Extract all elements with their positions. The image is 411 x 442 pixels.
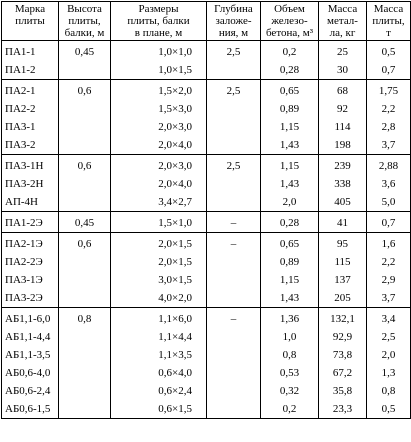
metal-mass-cell: 35,8 xyxy=(319,382,367,400)
plate-mass-cell: 2,5 xyxy=(367,328,411,346)
volume-cell: 0,89 xyxy=(261,100,319,118)
metal-mass-cell: 67,2 xyxy=(319,364,367,382)
plate-mass-cell: 5,0 xyxy=(367,193,411,212)
metal-mass-cell: 132,1 xyxy=(319,308,367,329)
height-cell: 0,6 xyxy=(59,155,111,176)
table-row xyxy=(2,328,411,346)
mark-cell: АБ1,1-4,4 xyxy=(2,328,59,346)
height-cell xyxy=(59,328,111,346)
height-cell xyxy=(59,346,111,364)
size-cell: 1,5×3,0 xyxy=(111,100,207,118)
volume-cell: 0,2 xyxy=(261,400,319,419)
table-row xyxy=(2,253,411,271)
height-cell xyxy=(59,400,111,419)
depth-cell xyxy=(207,136,261,155)
plate-mass-cell: 2,2 xyxy=(367,100,411,118)
plate-mass-cell: 3,7 xyxy=(367,289,411,308)
size-cell: 1,0×1,5 xyxy=(111,61,207,80)
plate-mass-cell: 2,8 xyxy=(367,118,411,136)
mark-cell: ПА2-1Э xyxy=(2,233,59,254)
volume-cell: 0,28 xyxy=(261,61,319,80)
plate-mass-cell: 1,3 xyxy=(367,364,411,382)
size-cell: 3,0×1,5 xyxy=(111,271,207,289)
volume-cell: 1,0 xyxy=(261,328,319,346)
depth-cell xyxy=(207,382,261,400)
table-row xyxy=(2,233,411,254)
depth-cell xyxy=(207,271,261,289)
mark-cell: ПА3-1Э xyxy=(2,271,59,289)
depth-cell xyxy=(207,400,261,419)
mark-cell: ПА2-2 xyxy=(2,100,59,118)
mark-cell: АБ0,6-4,0 xyxy=(2,364,59,382)
header-depth: Глубина заложе- ния, м xyxy=(207,2,261,41)
size-cell: 0,6×4,0 xyxy=(111,364,207,382)
table-row xyxy=(2,364,411,382)
volume-cell: 0,53 xyxy=(261,364,319,382)
volume-cell: 1,15 xyxy=(261,118,319,136)
mark-cell: АБ1,1-3,5 xyxy=(2,346,59,364)
depth-cell: – xyxy=(207,233,261,254)
header-mark: Марка плиты xyxy=(2,2,59,41)
size-cell: 1,0×1,0 xyxy=(111,41,207,62)
size-cell: 2,0×1,5 xyxy=(111,253,207,271)
table-row xyxy=(2,346,411,364)
height-cell: 0,45 xyxy=(59,41,111,62)
size-cell: 1,5×2,0 xyxy=(111,80,207,101)
depth-cell xyxy=(207,346,261,364)
table-row xyxy=(2,41,411,62)
metal-mass-cell: 114 xyxy=(319,118,367,136)
mark-cell: АП-4Н xyxy=(2,193,59,212)
table-row xyxy=(2,136,411,155)
table-row xyxy=(2,118,411,136)
header-row xyxy=(2,2,411,41)
height-cell xyxy=(59,253,111,271)
height-cell xyxy=(59,175,111,193)
volume-cell: 0,8 xyxy=(261,346,319,364)
metal-mass-cell: 92 xyxy=(319,100,367,118)
height-cell xyxy=(59,364,111,382)
volume-cell: 1,43 xyxy=(261,175,319,193)
header-volume: Объем железо- бетона, м³ xyxy=(261,2,319,41)
metal-mass-cell: 30 xyxy=(319,61,367,80)
plate-mass-cell: 0,5 xyxy=(367,400,411,419)
size-cell: 1,5×1,0 xyxy=(111,212,207,233)
volume-cell: 1,43 xyxy=(261,289,319,308)
metal-mass-cell: 41 xyxy=(319,212,367,233)
metal-mass-cell: 25 xyxy=(319,41,367,62)
header-metal-mass: Масса метал- ла, кг xyxy=(319,2,367,41)
mark-cell: ПА1-2 xyxy=(2,61,59,80)
table-row xyxy=(2,400,411,419)
mark-cell: ПА1-2Э xyxy=(2,212,59,233)
volume-cell: 1,15 xyxy=(261,271,319,289)
plate-mass-cell: 1,75 xyxy=(367,80,411,101)
mark-cell: ПА3-1 xyxy=(2,118,59,136)
table-row xyxy=(2,308,411,329)
depth-cell xyxy=(207,61,261,80)
table-header xyxy=(2,2,411,41)
plate-mass-cell: 3,7 xyxy=(367,136,411,155)
volume-cell: 1,15 xyxy=(261,155,319,176)
size-cell: 2,0×4,0 xyxy=(111,136,207,155)
mark-cell: ПА3-2Э xyxy=(2,289,59,308)
size-cell: 2,0×1,5 xyxy=(111,233,207,254)
size-cell: 0,6×2,4 xyxy=(111,382,207,400)
size-cell: 1,1×3,5 xyxy=(111,346,207,364)
volume-cell: 1,43 xyxy=(261,136,319,155)
metal-mass-cell: 23,3 xyxy=(319,400,367,419)
mark-cell: АБ1,1-6,0 xyxy=(2,308,59,329)
mark-cell: ПА3-1Н xyxy=(2,155,59,176)
metal-mass-cell: 115 xyxy=(319,253,367,271)
table-row xyxy=(2,100,411,118)
metal-mass-cell: 92,9 xyxy=(319,328,367,346)
height-cell: 0,6 xyxy=(59,80,111,101)
size-cell: 1,1×4,4 xyxy=(111,328,207,346)
volume-cell: 0,32 xyxy=(261,382,319,400)
size-cell: 2,0×4,0 xyxy=(111,175,207,193)
size-cell: 0,6×1,5 xyxy=(111,400,207,419)
table-row xyxy=(2,193,411,212)
plate-mass-cell: 3,4 xyxy=(367,308,411,329)
plate-mass-cell: 2,2 xyxy=(367,253,411,271)
height-cell xyxy=(59,289,111,308)
mark-cell: ПА3-2 xyxy=(2,136,59,155)
volume-cell: 0,28 xyxy=(261,212,319,233)
metal-mass-cell: 68 xyxy=(319,80,367,101)
height-cell xyxy=(59,271,111,289)
metal-mass-cell: 95 xyxy=(319,233,367,254)
height-cell: 0,6 xyxy=(59,233,111,254)
depth-cell xyxy=(207,118,261,136)
height-cell xyxy=(59,193,111,212)
plate-mass-cell: 2,88 xyxy=(367,155,411,176)
height-cell xyxy=(59,61,111,80)
metal-mass-cell: 73,8 xyxy=(319,346,367,364)
depth-cell: 2,5 xyxy=(207,80,261,101)
size-cell: 4,0×2,0 xyxy=(111,289,207,308)
volume-cell: 0,65 xyxy=(261,233,319,254)
header-size: Размеры плиты, балки в плане, м xyxy=(111,2,207,41)
plate-mass-cell: 2,0 xyxy=(367,346,411,364)
depth-cell: 2,5 xyxy=(207,155,261,176)
table-row xyxy=(2,212,411,233)
plate-mass-cell: 0,7 xyxy=(367,212,411,233)
volume-cell: 0,89 xyxy=(261,253,319,271)
table-body xyxy=(2,41,411,419)
plate-mass-cell: 3,6 xyxy=(367,175,411,193)
height-cell: 0,8 xyxy=(59,308,111,329)
metal-mass-cell: 338 xyxy=(319,175,367,193)
mark-cell: АБ0,6-1,5 xyxy=(2,400,59,419)
depth-cell xyxy=(207,100,261,118)
depth-cell xyxy=(207,175,261,193)
depth-cell xyxy=(207,328,261,346)
table-row xyxy=(2,175,411,193)
depth-cell: 2,5 xyxy=(207,41,261,62)
depth-cell xyxy=(207,364,261,382)
size-cell: 2,0×3,0 xyxy=(111,155,207,176)
volume-cell: 0,2 xyxy=(261,41,319,62)
volume-cell: 1,36 xyxy=(261,308,319,329)
height-cell xyxy=(59,382,111,400)
header-plate-mass: Масса плиты, т xyxy=(367,2,411,41)
table-row xyxy=(2,155,411,176)
depth-cell xyxy=(207,193,261,212)
plate-mass-cell: 0,5 xyxy=(367,41,411,62)
mark-cell: АБ0,6-2,4 xyxy=(2,382,59,400)
table-row xyxy=(2,61,411,80)
depth-cell xyxy=(207,289,261,308)
table-row xyxy=(2,382,411,400)
plates-table xyxy=(1,1,411,419)
mark-cell: ПА2-2Э xyxy=(2,253,59,271)
height-cell xyxy=(59,100,111,118)
metal-mass-cell: 239 xyxy=(319,155,367,176)
size-cell: 3,4×2,7 xyxy=(111,193,207,212)
plate-mass-cell: 0,7 xyxy=(367,61,411,80)
plate-mass-cell: 2,9 xyxy=(367,271,411,289)
mark-cell: ПА2-1 xyxy=(2,80,59,101)
size-cell: 2,0×3,0 xyxy=(111,118,207,136)
table-row xyxy=(2,289,411,308)
table-row xyxy=(2,80,411,101)
depth-cell xyxy=(207,253,261,271)
mark-cell: ПА3-2Н xyxy=(2,175,59,193)
height-cell: 0,45 xyxy=(59,212,111,233)
table-row xyxy=(2,271,411,289)
plate-mass-cell: 0,8 xyxy=(367,382,411,400)
mark-cell: ПА1-1 xyxy=(2,41,59,62)
depth-cell: – xyxy=(207,212,261,233)
volume-cell: 0,65 xyxy=(261,80,319,101)
metal-mass-cell: 405 xyxy=(319,193,367,212)
metal-mass-cell: 205 xyxy=(319,289,367,308)
metal-mass-cell: 198 xyxy=(319,136,367,155)
depth-cell: – xyxy=(207,308,261,329)
height-cell xyxy=(59,118,111,136)
height-cell xyxy=(59,136,111,155)
volume-cell: 2,0 xyxy=(261,193,319,212)
metal-mass-cell: 137 xyxy=(319,271,367,289)
plate-mass-cell: 1,6 xyxy=(367,233,411,254)
header-height: Высота плиты, балки, м xyxy=(59,2,111,41)
size-cell: 1,1×6,0 xyxy=(111,308,207,329)
